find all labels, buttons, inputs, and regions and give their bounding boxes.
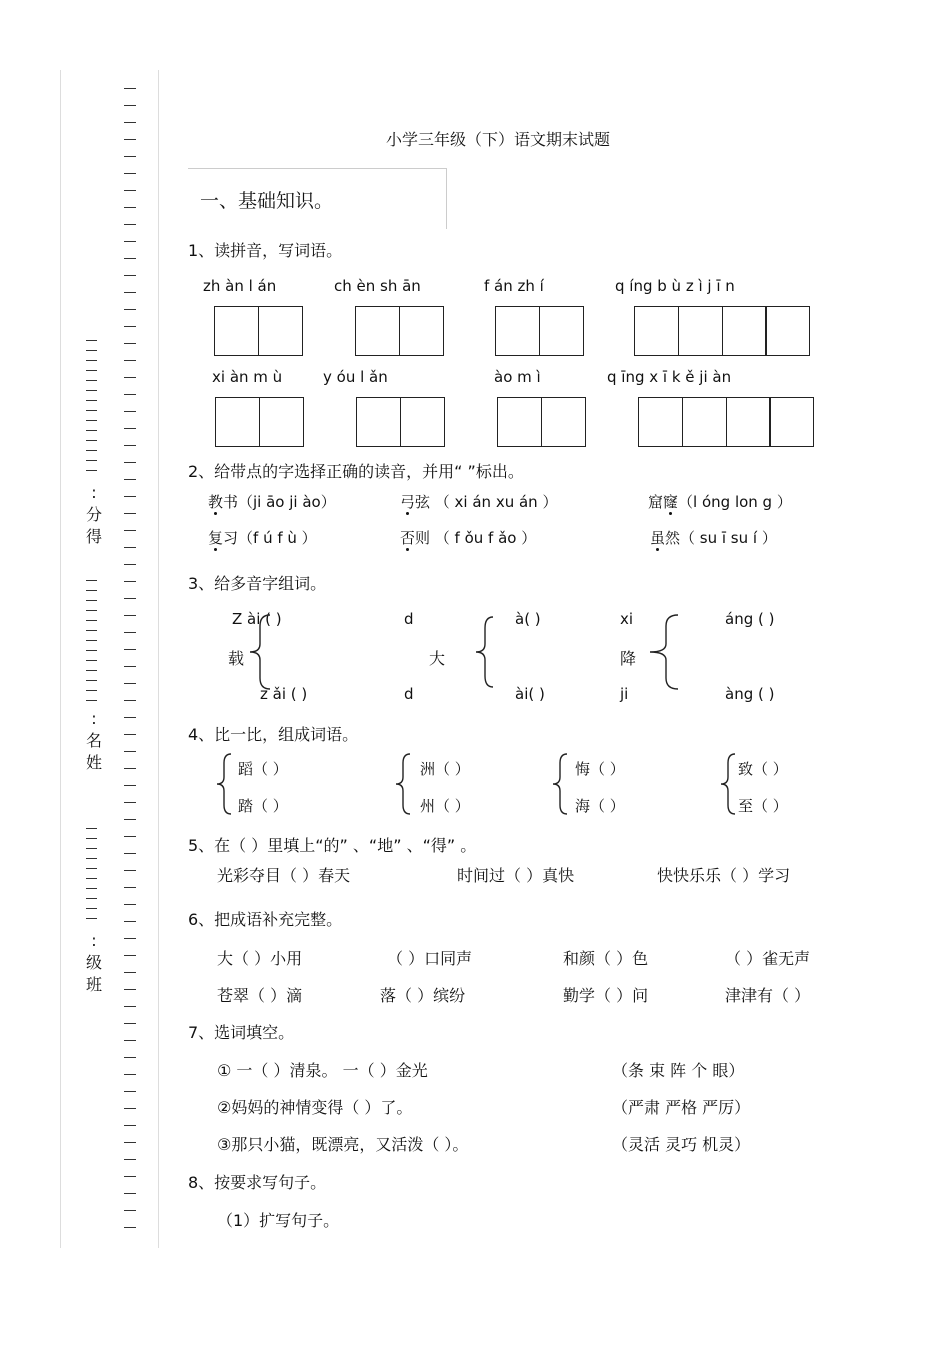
binding-dash (124, 1125, 136, 1126)
q7-options: （严肃 严格 严厉） (612, 1098, 751, 1117)
q4-item: 洲（ ） (420, 760, 470, 778)
q7-question: ① 一（ ）清泉。 一（ ）金光 (217, 1061, 428, 1080)
q6-item: 大（ ）小用 (217, 949, 303, 968)
binding-dash (124, 615, 136, 616)
binding-dash (124, 819, 136, 820)
binding-dash (124, 428, 136, 429)
binding-dash (124, 802, 136, 803)
q4-item: 海（ ） (575, 797, 625, 815)
q6-item: 落（ ）缤纷 (380, 986, 466, 1005)
binding-dash (124, 700, 136, 701)
q1-pinyin-8: q īng x ī k ě ji àn (607, 368, 732, 386)
binding-dash (124, 190, 136, 191)
binding-tick (86, 470, 97, 471)
q1-pinyin-5: xi àn m ù (212, 368, 283, 386)
binding-dash (124, 683, 136, 684)
brace-icon (393, 752, 413, 816)
binding-tick (86, 590, 97, 591)
brace-icon (214, 752, 234, 816)
binding-tick (86, 420, 97, 421)
binding-tick (86, 630, 97, 631)
binding-tick (86, 868, 97, 869)
binding-dash (124, 649, 136, 650)
q3-bottom: d (404, 685, 414, 703)
binding-tick (86, 350, 97, 351)
q5-item: 快快乐乐（ ）学习 (657, 866, 791, 885)
q1-pinyin-4: q íng b ù z ì j ī n (615, 277, 735, 295)
q4-item: 致（ ） (738, 760, 788, 778)
binding-tick (86, 340, 97, 341)
binding-tick (86, 410, 97, 411)
q2-item: 复习（f ú f ù ） (208, 529, 317, 547)
q4-item: 至（ ） (738, 797, 788, 815)
binding-dash (124, 88, 136, 89)
q2-item: 虽然（ su ī su í ） (650, 529, 777, 547)
binding-dash (124, 173, 136, 174)
binding-tick (86, 370, 97, 371)
brace-icon (473, 614, 495, 690)
binding-dash (124, 972, 136, 973)
q6-item: （ ）雀无声 (725, 949, 811, 968)
binding-dash (124, 853, 136, 854)
class-label: : 级 班 (85, 931, 102, 994)
binding-dash (124, 666, 136, 667)
q6-item: 和颜（ ）色 (563, 949, 649, 968)
binding-dash (124, 785, 136, 786)
binding-dash (124, 1210, 136, 1211)
binding-dash (124, 955, 136, 956)
name-label: : 名 姓 (85, 709, 102, 772)
binding-tick (86, 460, 97, 461)
q7-options: （条 束 阵 个 眼） (612, 1061, 745, 1080)
binding-dash (124, 309, 136, 310)
q7-options: （灵活 灵巧 机灵） (612, 1135, 751, 1154)
binding-dash (124, 1040, 136, 1041)
binding-dash (124, 717, 136, 718)
binding-tick (86, 390, 97, 391)
binding-dash (124, 989, 136, 990)
q3-top: Z ài ( ) (232, 610, 282, 628)
binding-dash (124, 1193, 136, 1194)
binding-dash (124, 632, 136, 633)
binding-dash (124, 938, 136, 939)
binding-tick (86, 640, 97, 641)
binding-dash (124, 360, 136, 361)
binding-dash (124, 921, 136, 922)
binding-dash (124, 343, 136, 344)
margin-outer-line (60, 70, 61, 1248)
writing-grid[interactable] (214, 306, 302, 356)
page-title: 小学三年级（下）语文期末试题 (386, 130, 611, 149)
binding-dash (124, 751, 136, 752)
binding-dash (124, 241, 136, 242)
binding-dash (124, 496, 136, 497)
binding-tick (86, 580, 97, 581)
binding-tick (86, 878, 97, 879)
q4-label: 4、比一比，组成词语。 (188, 725, 359, 744)
q4-item: 蹈（ ） (238, 760, 288, 778)
brace-icon (718, 752, 738, 816)
q2-item: 弓弦 （ xi án xu án ） (400, 493, 558, 511)
q3-top: xi (620, 610, 634, 628)
writing-grid[interactable] (638, 397, 813, 447)
writing-grid[interactable] (634, 306, 809, 356)
binding-dash (124, 207, 136, 208)
q6-item: 苍翠（ ）滴 (217, 986, 303, 1005)
binding-dash (124, 462, 136, 463)
binding-dash (124, 870, 136, 871)
writing-grid[interactable] (215, 397, 303, 447)
binding-dash (124, 734, 136, 735)
binding-tick (86, 898, 97, 899)
binding-dash (124, 275, 136, 276)
binding-dash (124, 564, 136, 565)
binding-dash (124, 1142, 136, 1143)
q3-bottom: ài( ) (515, 685, 545, 703)
binding-dash (124, 1159, 136, 1160)
q6-label: 6、把成语补充完整。 (188, 910, 343, 929)
q1-pinyin-6: y óu l ǎn (323, 368, 388, 386)
q1-pinyin-7: ào m ì (494, 368, 541, 386)
writing-grid[interactable] (356, 397, 444, 447)
binding-tick (86, 680, 97, 681)
binding-tick (86, 828, 97, 829)
binding-dash (124, 768, 136, 769)
q5-item: 时间过（ ）真快 (457, 866, 575, 885)
binding-dash (124, 258, 136, 259)
binding-dash (124, 904, 136, 905)
binding-tick (86, 838, 97, 839)
q1-label: 1、读拼音，写词语。 (188, 241, 343, 260)
binding-tick (86, 908, 97, 909)
binding-dash (124, 1074, 136, 1075)
q5-item: 光彩夺目（ ）春天 (217, 866, 351, 885)
binding-tick (86, 670, 97, 671)
q3-char: 降 (620, 649, 637, 668)
q7-label: 7、选词填空。 (188, 1023, 295, 1042)
binding-dash (124, 411, 136, 412)
q6-item: （ ）口同声 (387, 949, 473, 968)
binding-dash (124, 547, 136, 548)
binding-dash (124, 139, 136, 140)
q4-item: 悔（ ） (575, 760, 625, 778)
section-heading: 一、基础知识。 (200, 190, 334, 212)
binding-dash (124, 513, 136, 514)
binding-tick (86, 858, 97, 859)
binding-dash (124, 1057, 136, 1058)
binding-tick (86, 660, 97, 661)
binding-dash (124, 292, 136, 293)
binding-dash (124, 530, 136, 531)
binding-tick (86, 440, 97, 441)
binding-tick (86, 918, 97, 919)
binding-dash (124, 479, 136, 480)
binding-dash (124, 105, 136, 106)
binding-dash (124, 1108, 136, 1109)
binding-tick (86, 380, 97, 381)
q8-label: 8、按要求写句子。 (188, 1173, 327, 1192)
q8-sub: （1）扩写句子。 (217, 1211, 340, 1230)
binding-dash (124, 581, 136, 582)
q4-item: 州（ ） (420, 797, 470, 815)
binding-dash (124, 1006, 136, 1007)
q3-bottom: ji (620, 685, 629, 703)
q6-item: 津津有（ ） (725, 986, 811, 1005)
binding-tick (86, 600, 97, 601)
margin-inner-line (158, 70, 159, 1248)
q4-item: 踏（ ） (238, 797, 288, 815)
binding-tick (86, 888, 97, 889)
q7-question: ②妈妈的神情变得（ ）了。 (217, 1098, 413, 1117)
q3-bottom: z ǎi ( ) (260, 685, 308, 703)
binding-dash (124, 598, 136, 599)
q2-item: 教书（ji āo ji ào） (208, 493, 336, 511)
binding-dash (124, 1227, 136, 1228)
writing-grid[interactable] (495, 306, 583, 356)
q2-item: 窟窿（l óng lon g ） (648, 493, 792, 511)
q1-pinyin-1: zh àn l án (203, 277, 277, 295)
q2-label: 2、给带点的字选择正确的读音，并用“ ”标出。 (188, 462, 524, 481)
writing-grid[interactable] (355, 306, 443, 356)
q3-char: 大 (429, 649, 446, 668)
q3-char: 载 (228, 649, 245, 668)
q5-label: 5、在（ ）里填上“的” 、“地” 、“得” 。 (188, 836, 477, 855)
binding-dash (124, 156, 136, 157)
binding-tick (86, 620, 97, 621)
binding-tick (86, 610, 97, 611)
q1-pinyin-3: f án zh í (484, 277, 544, 295)
binding-dash (124, 836, 136, 837)
binding-dash (124, 122, 136, 123)
brace-icon (550, 752, 570, 816)
q3-top: à( ) (515, 610, 541, 628)
binding-tick (86, 450, 97, 451)
binding-tick (86, 848, 97, 849)
binding-dash (124, 1176, 136, 1177)
q2-item: 否则 （ f ǒu f ǎo ） (400, 529, 537, 547)
q7-question: ③那只小猫，既漂亮，又活泼（ ）。 (217, 1135, 469, 1154)
binding-dash (124, 1091, 136, 1092)
q3-label: 3、给多音字组词。 (188, 574, 327, 593)
binding-dash (124, 445, 136, 446)
binding-tick (86, 690, 97, 691)
score-label: : 分 得 (85, 483, 102, 546)
q3-bottom: àng ( ) (725, 685, 775, 703)
binding-dash (124, 377, 136, 378)
binding-tick (86, 700, 97, 701)
binding-tick (86, 650, 97, 651)
q6-item: 勤学（ ）问 (563, 986, 649, 1005)
binding-dash (124, 326, 136, 327)
binding-tick (86, 400, 97, 401)
q3-top: áng ( ) (725, 610, 775, 628)
brace-icon (246, 612, 272, 692)
binding-dash (124, 394, 136, 395)
q1-pinyin-2: ch èn sh ān (334, 277, 421, 295)
binding-dash (124, 1023, 136, 1024)
brace-icon (646, 612, 680, 692)
binding-tick (86, 430, 97, 431)
q3-top: d (404, 610, 414, 628)
binding-dash (124, 224, 136, 225)
binding-tick (86, 360, 97, 361)
writing-grid[interactable] (497, 397, 585, 447)
binding-dash (124, 887, 136, 888)
